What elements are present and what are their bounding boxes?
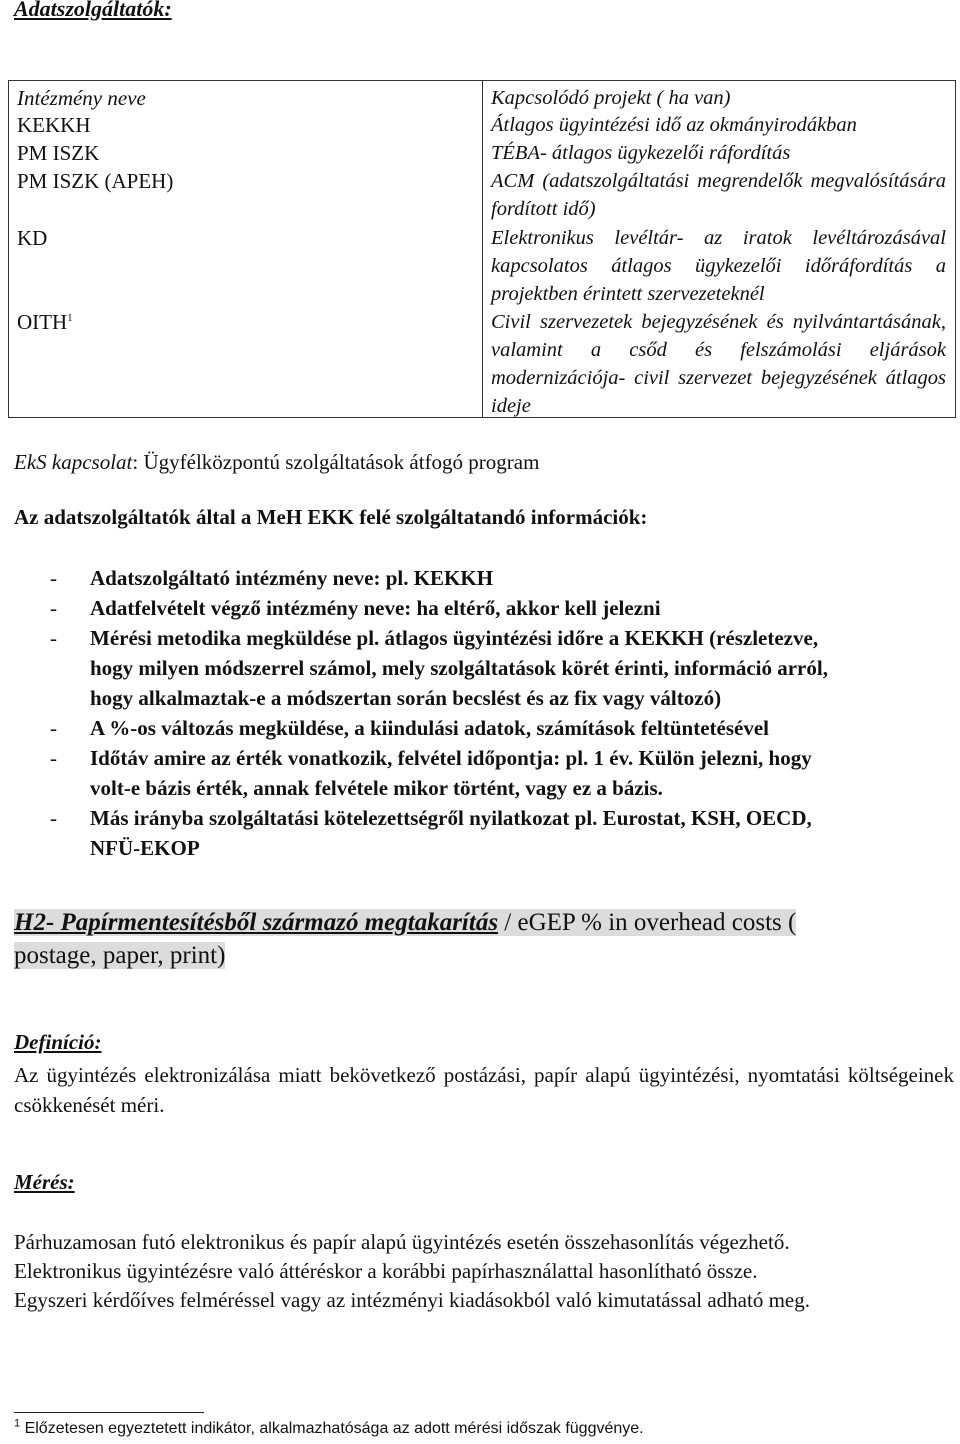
list-item [14, 593, 954, 623]
measurement-text [14, 1228, 954, 1315]
footnote-text: Előzetesen egyeztetett indikátor, alkalmazhatósága az adott mérési időszak függvénye. [20, 1420, 644, 1437]
list-item [14, 803, 954, 863]
indicator-heading [14, 906, 954, 972]
table-cell-oith-desc-line3: modernizációja- civil szervezet bejegyzésének átlagos [491, 367, 946, 389]
dash: - [50, 626, 57, 650]
footnote-mark: 1 [14, 1417, 21, 1430]
info-list [14, 563, 954, 863]
table-cell-kd: KD [17, 226, 48, 250]
table-cell-pm-iszk: PM ISZK [17, 141, 100, 165]
dash: - [50, 746, 57, 770]
table-cell-pm-iszk-apeh: PM ISZK (APEH) [17, 169, 174, 193]
list-item-text: hogy milyen módszerrel számol, mely szolgáltatások körét érinti, információ arról, [90, 656, 828, 680]
eks-connection [14, 450, 539, 475]
table-cell-kekkh-desc: Átlagos ügyintézési idő az okmányirodákban [491, 114, 857, 136]
table-divider [482, 81, 483, 417]
table-cell-apeh-desc-line1: ACM (adatszolgáltatási megrendelők megvalósítására [491, 170, 946, 192]
table-cell-oith-desc-line4: ideje [491, 395, 531, 417]
list-item-text: Adatszolgáltató intézmény neve: pl. KEKKH [90, 566, 494, 590]
eks-text: : Ügyfélközpontú szolgáltatások átfogó program [132, 450, 540, 474]
list-item [14, 743, 954, 803]
list-item-text: A %-os változás megküldése, a kiindulási adatok, számítások feltüntetésével [90, 716, 770, 740]
dash: - [50, 806, 57, 830]
indicator-title: H2- Papírmentesítésből származó megtakarítás [14, 909, 499, 936]
indicator-subtitle: / eGEP % in overhead costs ( [498, 909, 797, 936]
eks-label: EkS kapcsolat [14, 450, 133, 474]
measurement-line: Elektronikus ügyintézésre való áttéréskor a korábbi papírhasználattal hasonlítható össze. [14, 1259, 758, 1283]
table-cell-oith [17, 308, 73, 336]
measurement-line: Egyszeri kérdőíves felméréssel vagy az intézményi kiadásokból való kimutatással adható meg. [14, 1288, 810, 1312]
provider-table [8, 80, 956, 418]
measurement-title: Mérés: [14, 1170, 75, 1194]
footnote-separator [14, 1412, 204, 1413]
dash: - [50, 566, 57, 590]
table-cell-kd-desc-line1: Elektronikus levéltár- az iratok levéltározásával [491, 227, 946, 249]
table-header-institution: Intézmény neve [17, 86, 146, 110]
dash: - [50, 716, 57, 740]
table-header-project: Kapcsolódó projekt ( ha van) [491, 87, 731, 109]
section-heading: Adatszolgáltatók: [14, 0, 172, 21]
list-item-text: volt-e bázis érték, annak felvétele mikor történt, vagy ez a bázis. [90, 776, 663, 800]
oith-label: OITH [17, 310, 68, 334]
list-item-text: Más irányba szolgáltatási kötelezettségről nyilatkozat pl. Eurostat, KSH, OECD, [90, 806, 812, 830]
footnote-ref: 1 [67, 312, 73, 324]
table-cell-oith-desc-line2: valamint a csőd és felszámolási eljárások [491, 339, 946, 361]
list-item-text: Adatfelvételt végző intézmény neve: ha eltérő, akkor kell jelezni [90, 596, 661, 620]
definition-text: Az ügyintézés elektronizálása miatt bekövetkező postázási, papír alapú ügyintézési, nyomtatási költségeinek csökkenését méri. [14, 1063, 954, 1117]
table-cell-apeh-desc-line2: fordított idő) [491, 198, 596, 220]
measurement-line: Párhuzamosan futó elektronikus és papír alapú ügyintézés esetén összehasonlítás végezhető. [14, 1230, 790, 1254]
dash: - [50, 596, 57, 620]
list-item [14, 713, 954, 743]
table-cell-kd-desc-line2: kapcsolatos átlagos ügykezelői időráfordítás a [491, 255, 946, 277]
list-item-text: Időtáv amire az érték vonatkozik, felvétel időpontja: pl. 1 év. Külön jelezni, hogy [90, 746, 812, 770]
list-item-text: NFÜ-EKOP [90, 836, 200, 860]
list-item-text: hogy alkalmaztak-e a módszertan során becslést és az fix vagy változó) [90, 686, 722, 710]
list-item [14, 563, 954, 593]
indicator-subtitle-line2: postage, paper, print) [14, 942, 226, 969]
footnote [14, 1417, 644, 1438]
info-heading: Az adatszolgáltatók által a MeH EKK felé szolgáltatandó információk: [14, 505, 648, 529]
list-item-text: Mérési metodika megküldése pl. átlagos ügyintézési időre a KEKKH (részletezve, [90, 626, 819, 650]
table-cell-pm-iszk-desc: TÉBA- átlagos ügykezelői ráfordítás [491, 142, 791, 164]
list-item [14, 623, 954, 713]
table-cell-kekkh: KEKKH [17, 113, 91, 137]
table-cell-kd-desc-line3: projektben érintett szervezeteknél [491, 283, 765, 305]
definition-title: Definíció: [14, 1030, 102, 1054]
table-cell-oith-desc-line1: Civil szervezetek bejegyzésének és nyilvántartásának, [491, 311, 946, 333]
indicator-heading-line1 [14, 909, 796, 936]
